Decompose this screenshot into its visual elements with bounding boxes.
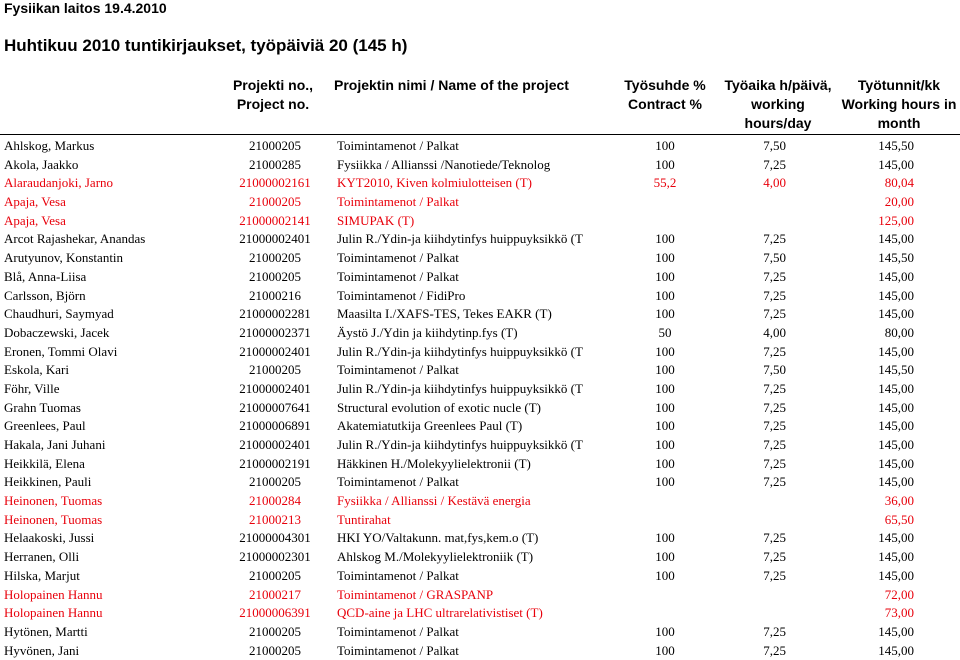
employee-name: Ahlskog, Markus [4,138,95,153]
project-number: 21000002371 [239,324,311,340]
column-header-line: working [751,96,805,112]
column-header-line: Työtunnit/kk [857,77,941,93]
project-name: Häkkinen H./Molekyylielektronii (T) [337,455,531,471]
table-row [0,193,960,212]
column-header-line: Working hours in [841,96,957,112]
contract-percent: 100 [655,250,675,266]
column-header-project-name [334,76,570,95]
employee-name: Föhr, Ville [4,380,60,396]
project-number: 21000006891 [239,418,311,434]
hours-per-month: 145,00 [878,455,914,471]
project-number: 21000002191 [239,455,311,471]
hours-per-month: 20,00 [884,194,914,210]
project-number: 21000004301 [239,530,311,546]
hours-per-month: 145,50 [878,138,914,153]
hours-per-day: 7,25 [763,231,786,247]
project-number: 21000205 [249,194,301,210]
table-row [0,324,960,343]
hours-per-month: 145,00 [878,380,914,396]
project-name: Fysiikka / Allianssi / Kestävä energia [337,493,531,509]
hours-per-month: 145,00 [878,549,914,565]
hours-per-month: 65,50 [884,511,914,527]
table-row [0,212,960,231]
project-number: 21000205 [249,362,301,378]
table-row [0,567,960,586]
table-row [0,436,960,455]
hours-per-month: 145,00 [878,231,914,247]
column-header-project-no [232,76,314,114]
employee-name: Blå, Anna-Liisa [4,268,87,284]
hours-per-month: 145,00 [878,623,914,639]
project-name: SIMUPAK (T) [337,212,415,228]
contract-percent: 100 [655,343,675,359]
hours-per-month: 125,00 [878,212,914,228]
hours-per-month: 80,00 [884,324,914,340]
employee-name: Hyvönen, Jani [4,642,80,658]
table-row [0,287,960,306]
employee-name: Grahn Tuomas [4,399,81,415]
project-name: Toimintamenot / Palkat [337,642,459,658]
table-row [0,455,960,474]
project-number: 21000007641 [239,399,311,415]
project-number: 21000216 [249,287,301,303]
project-number: 21000205 [249,623,301,639]
hours-table-body [0,137,960,660]
project-number: 21000002401 [239,231,311,247]
table-row [0,156,960,175]
employee-name: Chaudhuri, Saymyad [4,306,114,322]
project-name: KYT2010, Kiven kolmiulotteisen (T) [337,175,532,191]
project-number: 21000284 [249,493,301,509]
project-name: Fysiikka / Allianssi /Nanotiede/Teknolog [337,156,551,172]
employee-name: Arcot Rajashekar, Anandas [4,231,146,247]
hours-per-month: 145,50 [878,250,914,266]
project-number: 21000002401 [239,437,311,452]
table-row [0,473,960,492]
contract-percent: 100 [655,623,675,639]
hours-per-month: 145,50 [878,362,914,378]
hours-per-day: 7,50 [763,362,786,378]
contract-percent: 100 [655,156,675,172]
project-number: 21000002401 [239,380,311,396]
project-number: 21000205 [249,138,301,153]
header-divider [0,134,960,135]
project-number: 21000002281 [239,306,311,322]
table-row [0,343,960,362]
table-row [0,361,960,380]
table-row [0,268,960,287]
project-number: 21000002161 [239,175,311,191]
project-number: 21000217 [249,586,301,602]
project-name: Akatemiatutkija Greenlees Paul (T) [337,418,523,434]
project-name: Julin R./Ydin-ja kiihdytinfys huippuyksikkö (T [337,343,583,359]
project-number: 21000205 [249,474,301,490]
hours-per-month: 145,00 [878,306,914,322]
employee-name: Apaja, Vesa [4,194,66,210]
hours-per-day: 7,25 [763,474,786,490]
column-header-contract [614,76,716,114]
employee-name: Hytönen, Martti [4,623,88,639]
project-name: Julin R./Ydin-ja kiihdytinfys huippuyksikkö (T [337,437,583,452]
column-header-line: Työaika h/päivä, [724,77,832,93]
hours-per-month: 73,00 [884,605,914,621]
contract-percent: 100 [655,231,675,247]
project-name: QCD-aine ja LHC ultrarelativistiset (T) [337,605,543,621]
table-row [0,642,960,660]
project-number: 21000002401 [239,343,311,359]
hours-per-month: 36,00 [884,493,914,509]
table-row [0,529,960,548]
document-title: Fysiikan laitos 19.4.2010 [4,0,167,16]
hours-per-month: 145,00 [878,343,914,359]
contract-percent: 100 [655,362,675,378]
hours-per-day: 7,25 [763,549,786,565]
project-name: Toimintamenot / GRASPANP [337,586,494,602]
hours-per-month: 145,00 [878,399,914,415]
contract-percent: 100 [655,567,675,583]
hours-per-day: 7,25 [763,530,786,546]
hours-per-day: 4,00 [763,175,786,191]
project-number: 21000205 [249,268,301,284]
hours-per-month: 145,00 [878,642,914,658]
employee-name: Hilska, Marjut [4,567,80,583]
report-title: Huhtikuu 2010 tuntikirjaukset, työpäiviä 20 (145 h) [4,36,408,55]
hours-per-month: 145,00 [878,268,914,284]
hours-per-day: 7,25 [763,306,786,322]
hours-per-day: 7,25 [763,437,786,452]
project-name: Toimintamenot / Palkat [337,138,459,153]
project-name: Toimintamenot / Palkat [337,250,459,266]
table-row [0,174,960,193]
table-row [0,548,960,567]
project-name: Toimintamenot / Palkat [337,474,459,490]
project-name: Toimintamenot / Palkat [337,623,459,639]
table-row [0,380,960,399]
contract-percent: 100 [655,530,675,546]
project-name: Julin R./Ydin-ja kiihdytinfys huippuyksikkö (T [337,231,583,247]
column-header-line: Contract % [628,96,702,112]
project-name: Julin R./Ydin-ja kiihdytinfys huippuyksikkö (T [337,380,583,396]
project-number: 21000213 [249,511,301,527]
project-number: 21000002141 [239,212,311,228]
project-name: Ahlskog M./Molekyylielektroniik (T) [337,549,534,565]
project-number: 21000285 [249,156,301,172]
project-name: Tuntirahat [337,511,391,527]
employee-name: Helaakoski, Jussi [4,530,95,546]
employee-name: Holopainen Hannu [4,586,103,602]
hours-per-day: 7,50 [763,250,786,266]
column-header-line: hours/day [744,115,812,131]
hours-per-day: 7,25 [763,399,786,415]
hours-per-month: 145,00 [878,287,914,303]
project-number: 21000205 [249,250,301,266]
contract-percent: 100 [655,474,675,490]
hours-per-month: 145,00 [878,418,914,434]
hours-per-month: 145,00 [878,530,914,546]
hours-per-day: 7,25 [763,156,786,172]
table-row [0,492,960,511]
table-row [0,305,960,324]
project-name: Äystö J./Ydin ja kiihdytinp.fys (T) [337,324,518,340]
employee-name: Dobaczewski, Jacek [4,324,110,340]
hours-per-day: 7,25 [763,455,786,471]
table-row [0,399,960,418]
contract-percent: 100 [655,380,675,396]
project-name: Toimintamenot / Palkat [337,567,459,583]
project-name: HKI YO/Valtakunn. mat,fys,kem.o (T) [337,530,539,546]
hours-per-day: 7,25 [763,642,786,658]
contract-percent: 100 [655,642,675,658]
column-header-line: Projekti no., [232,77,314,93]
hours-per-day: 7,25 [763,287,786,303]
project-number: 21000002301 [239,549,311,565]
project-name: Toimintamenot / Palkat [337,362,459,378]
column-header-line: Projektin nimi / Name of the project [334,77,569,93]
employee-name: Greenlees, Paul [4,418,86,434]
employee-name: Apaja, Vesa [4,212,66,228]
contract-percent: 100 [655,455,675,471]
table-row [0,623,960,642]
hours-per-month: 145,00 [878,567,914,583]
contract-percent: 100 [655,418,675,434]
project-name: Toimintamenot / FidiPro [337,287,466,303]
hours-per-day: 4,00 [763,324,786,340]
employee-name: Alaraudanjoki, Jarno [4,175,114,191]
hours-per-day: 7,25 [763,268,786,284]
employee-name: Arutyunov, Konstantin [4,250,124,266]
contract-percent: 100 [655,306,675,322]
contract-percent: 100 [655,549,675,565]
employee-name: Akola, Jaakko [4,156,79,172]
project-name: Toimintamenot / Palkat [337,268,459,284]
employee-name: Herranen, Olli [4,549,80,565]
employee-name: Carlsson, Björn [4,287,86,303]
table-row [0,249,960,268]
hours-per-day: 7,25 [763,343,786,359]
column-header-line: Project no. [236,96,310,112]
contract-percent: 50 [658,324,672,340]
employee-name: Holopainen Hannu [4,605,103,621]
project-name: Structural evolution of exotic nucle (T) [337,399,541,415]
table-row [0,511,960,530]
employee-name: Eskola, Kari [4,362,69,378]
hours-per-month: 145,00 [878,437,914,452]
employee-name: Heikkilä, Elena [4,455,85,471]
employee-name: Heinonen, Tuomas [4,493,103,509]
column-header-hours-day [722,76,834,133]
hours-per-day: 7,25 [763,567,786,583]
hours-per-day: 7,25 [763,380,786,396]
contract-percent: 100 [655,268,675,284]
contract-percent: 100 [655,399,675,415]
hours-per-month: 145,00 [878,156,914,172]
table-row [0,586,960,605]
project-number: 21000006391 [239,605,311,621]
hours-per-month: 145,00 [878,474,914,490]
employee-name: Eronen, Tommi Olavi [4,343,118,359]
hours-per-month: 72,00 [884,586,914,602]
hours-per-day: 7,25 [763,623,786,639]
column-header-line: Työsuhde % [624,77,706,93]
project-name: Maasilta I./XAFS-TES, Tekes EAKR (T) [337,306,552,322]
project-number: 21000205 [249,567,301,583]
employee-name: Heikkinen, Pauli [4,474,92,490]
hours-per-day: 7,25 [763,418,786,434]
table-row [0,417,960,436]
hours-per-day: 7,50 [763,138,786,153]
contract-percent: 55,2 [653,175,677,191]
contract-percent: 100 [655,138,675,153]
column-header-hours-month [840,76,958,133]
hours-per-month: 80,04 [884,175,914,191]
column-header-line: month [877,115,921,131]
table-row [0,137,960,156]
contract-percent: 100 [655,287,675,303]
project-number: 21000205 [249,642,301,658]
table-row [0,604,960,623]
employee-name: Hakala, Jani Juhani [4,437,106,452]
project-name: Toimintamenot / Palkat [337,194,459,210]
contract-percent: 100 [655,437,675,452]
table-row [0,230,960,249]
employee-name: Heinonen, Tuomas [4,511,103,527]
